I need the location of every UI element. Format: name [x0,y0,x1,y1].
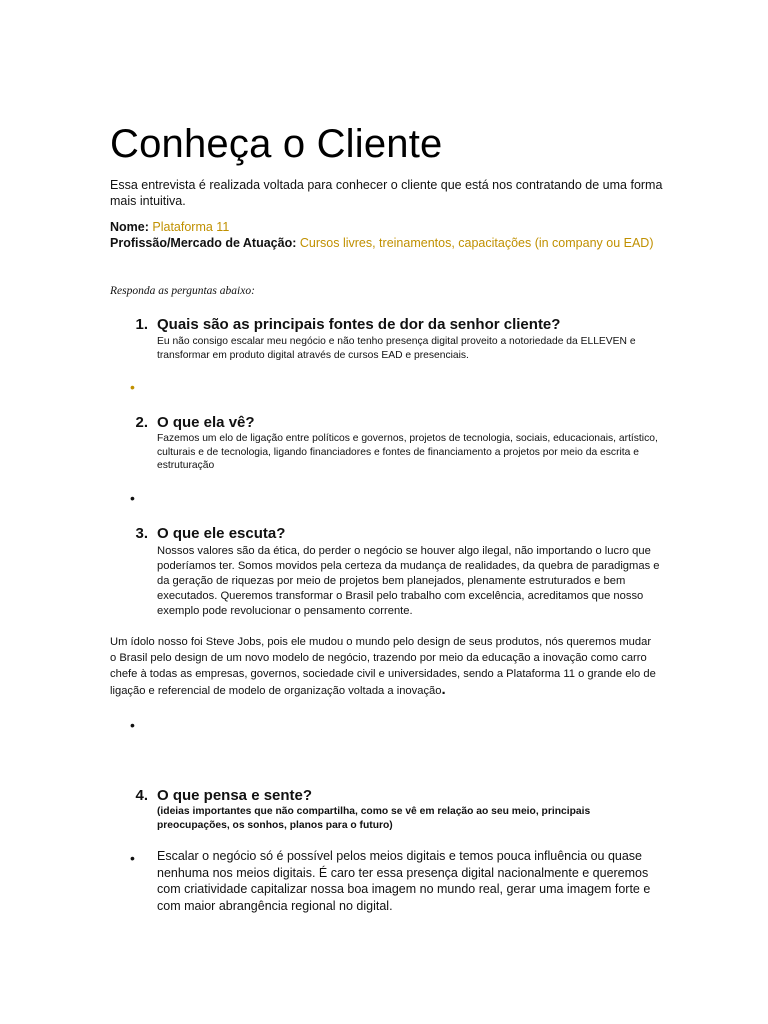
question-title: O que ele escuta? [157,525,286,542]
question-title: Quais são as principais fontes de dor da senhor cliente? [157,316,561,333]
question-answer: Eu não consigo escalar meu negócio e não tenho presença digital proveito a notoriedade da ELLEVEN e transformar em produto digital através de cursos EAD e presenciais. [157,336,636,361]
extra-paragraph-text: Um ídolo nosso foi Steve Jobs, pois ele mudou o mundo pelo design de seus produtos, nós queremos mudar o Brasil pelo design de um novo modelo de negócio, trazendo por meio da educação a inovação como carro chefe à todas as empresas, governos, sociedade civil e universidades, sendo a Plataforma 11 o grande elo de ligação e referencial de modelo de organização voltada a inovação [110,636,656,697]
question-number: 1. [135,316,148,333]
question-answer: Nossos valores são da ética, do perder o negócio se houver algo ilegal, não importando o lucro que poderíamos ter. Somos movidos pela certeza da mudança de realidades, da quebra de paradigmas e da geração de riquezas por meio de projetos bem planejados, plenamente estruturados e bem executados. Queremos transformar o Brasil pelo trabalho com excelência, acreditamos que nosso exemplo pode revolucionar o pensamento corrente. [157,545,660,617]
bullet-marker: • [130,379,135,395]
extra-paragraph-end: . [441,681,446,698]
profissao-row [110,235,670,251]
bullet-marker: • [130,717,135,733]
instruction-text: Responda as perguntas abaixo: [110,285,255,297]
question-extra-paragraph [110,634,660,699]
question-title: O que pensa e sente? [157,787,313,804]
bullet-marker: • [130,490,135,506]
profissao-value: Cursos livres, treinamentos, capacitações (in company ou EAD) [299,236,654,250]
question-number: 3. [135,525,148,542]
profissao-label: Profissão/Mercado de Atuação: [110,236,297,250]
question-answer: Escalar o negócio só é possível pelos meios digitais e temos pouca influência ou quase nenhuma nos meios digitais. É caro ter essa presença digital nacionalmente e queremos com criatividade capitalizar nossa boa imagem no mundo real, gerar uma imagem forte e com maior abrangência regional no digital. [157,849,651,913]
question-number: 4. [135,787,148,804]
intro-text: Essa entrevista é realizada voltada para conhecer o cliente que está nos contratando de uma forma mais intuitiva. [110,178,663,208]
question-title: O que ela vê? [157,414,255,431]
nome-label: Nome: [110,220,149,234]
page-title: Conheça o Cliente [110,122,443,166]
bullet-marker: • [130,850,135,866]
nome-row [110,219,670,235]
question-subtitle: (ideias importantes que não compartilha, como se vê em relação ao seu meio, principais preocupações, os sonhos, planos para o futuro) [157,806,591,831]
question-answer: Fazemos um elo de ligação entre políticos e governos, projetos de tecnologia, sociais, educacionais, artístico, culturais e de tecnologia, ligando financiadores e fontes de financiamento a projetos por meio da escrita e estruturação [157,433,658,471]
question-number: 2. [135,414,148,431]
nome-value: Plataforma 11 [152,220,230,234]
